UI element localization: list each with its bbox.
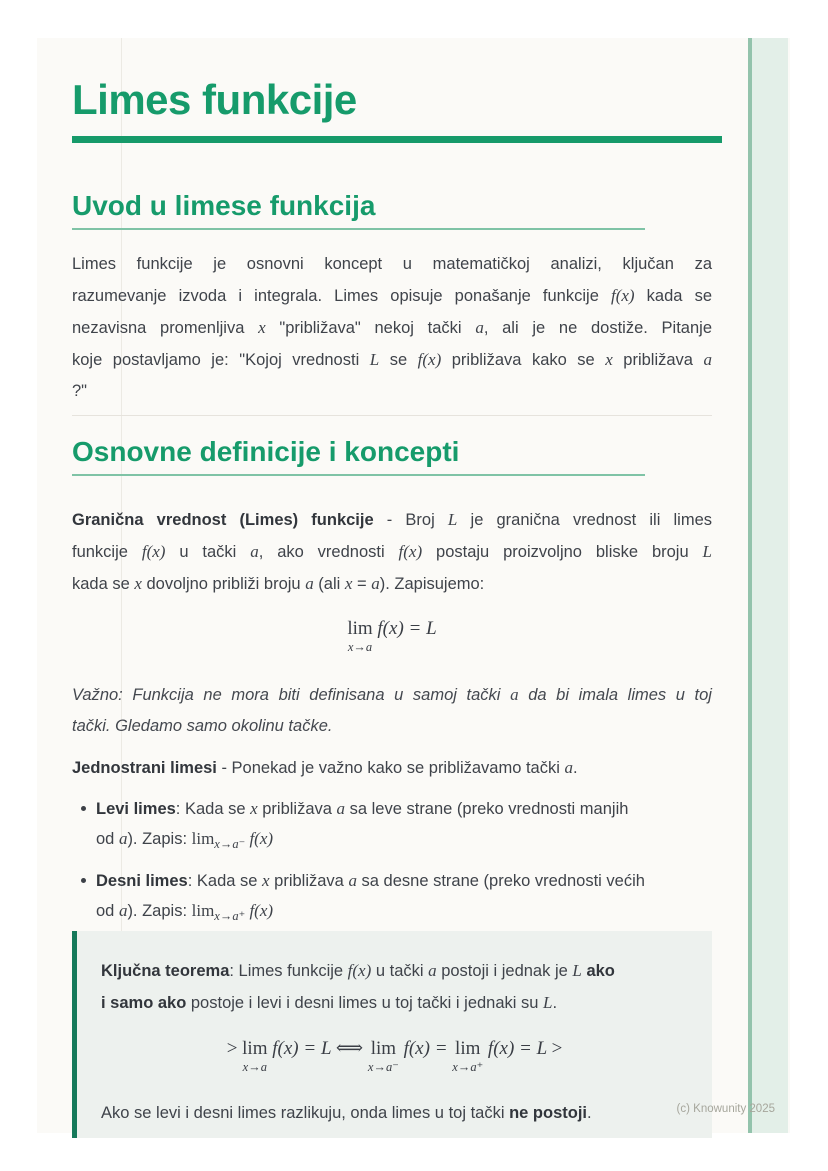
heading-underline-definicije (72, 474, 645, 476)
key-theorem-callout (72, 931, 712, 1138)
limit-operator: lim x→a (242, 1038, 268, 1075)
paragraph-granicna-vrednost: Granična vrednost (Limes) funkcije - Broj L je granična vrednost ili limes funkcije f(x) u tački a, ako vrednosti f(x) postaju proizvoljno bliske broju L kada se x dovoljno približi broju a (ali x = a). Zapisujemo: (72, 510, 713, 593)
limit-operator: lim x→a⁻ (367, 1038, 399, 1075)
limit-operator: lim x→a (347, 618, 373, 654)
callout-theorem-text: Ključna teorema: Limes funkcije f(x) u tački a postoji i jednak je L ako i samo ako postoje i levi i desni limes u toj tački i jednaki su L. (101, 961, 615, 1013)
paragraph-vazno: Važno: Funkcija ne mora biti definisana u samoj tački a da bi imala limes u toj tački. Gledamo samo okolinu tačke. (72, 685, 712, 736)
page-title: Limes funkcije (72, 76, 357, 123)
paragraph-jednostrani-limesi: Jednostrani limesi - Ponekad je važno kako se približavamo tački a. (72, 758, 578, 778)
paragraph-intro: Limes funkcije je osnovni koncept u matematičkoj analizi, ključan za razumevanje izvoda i integrala. Limes opisuje ponašanje funkcije f(x) kada se nezavisna promenljiva x "približava" nekoj tački a, ali je ne dostiže. Pitanje koje postavljamo je: "Kojoj vrednosti L se f(x) približava kako se x približava a ?" (72, 255, 713, 400)
section-divider (72, 415, 712, 416)
page-content (37, 38, 790, 1138)
heading-underline-uvod (72, 228, 645, 230)
section-heading-uvod: Uvod u limese funkcija (72, 190, 376, 221)
limit-formula-main: lim x→a f(x) = L (347, 618, 437, 654)
limit-formula-theorem: > lim x→a f(x) = L ⟺ lim x→a⁻ f(x) = lim x→a⁺ f(x) = L > (226, 1038, 563, 1075)
callout-conclusion-text: Ako se levi i desni limes razlikuju, onda limes u toj tački ne postoji. (101, 1104, 592, 1123)
list-item-desni-limes: Desni limes: Kada se x približava a sa desne strane (preko vrednosti većih od a). Zapis: $\lim_{x\to a^+} f(x)$ (72, 866, 712, 931)
list-item-levi-limes: Levi limes: Kada se x približava a sa leve strane (preko vrednosti manjih od a). Zapis: $\lim_{x\to a^-} f(x)$ (72, 794, 712, 859)
title-underline (72, 136, 722, 143)
limit-operator: lim x→a⁺ (452, 1038, 484, 1075)
copyright-footer: (c) Knowunity 2025 (676, 1103, 775, 1115)
section-heading-definicije: Osnovne definicije i koncepti (72, 436, 460, 467)
document-page (37, 38, 790, 1133)
one-sided-limits-list (72, 794, 712, 931)
